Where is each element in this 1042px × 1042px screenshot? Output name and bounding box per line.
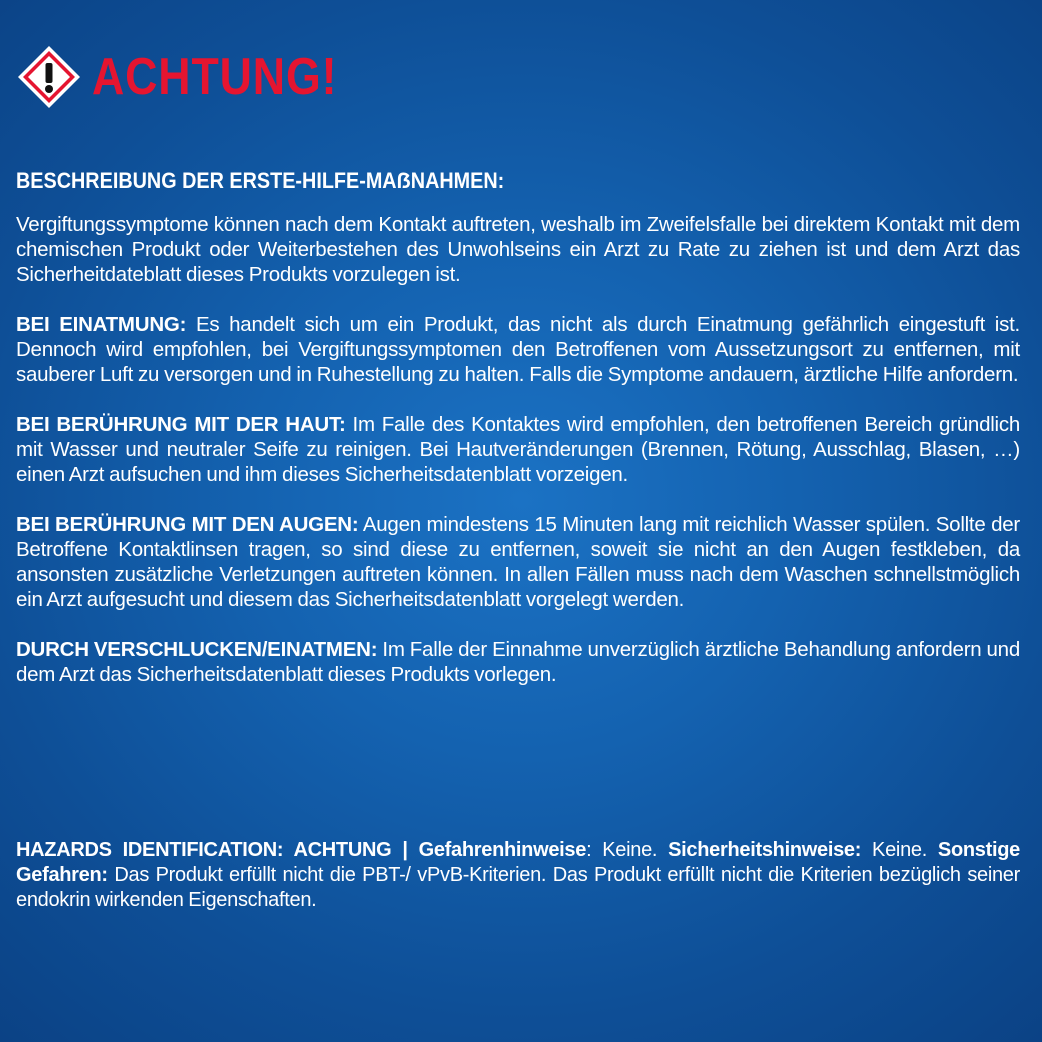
warning-title: ACHTUNG! <box>92 48 338 106</box>
hazards-identification <box>16 838 1020 913</box>
eye-contact-paragraph <box>16 512 1020 612</box>
inhalation-label: BEI EINATMUNG: <box>16 313 187 336</box>
first-aid-content <box>16 168 1020 712</box>
safety-label: Sicherheitshinweise: <box>668 839 862 861</box>
other-hazards-label: Sonstige Gefahren: <box>16 839 1020 886</box>
section-title: BESCHREIBUNG DER ERSTE-HILFE-MAẞNAHMEN: <box>16 168 505 193</box>
other-hazards-text: Das Produkt erfüllt nicht die PBT-/ vPvB-Kriterien. Das Produkt erfüllt nicht die Kriterien bezüglich seiner endokrin wirkenden Eigenschaften. <box>16 864 1020 911</box>
eye-contact-text: Augen mindestens 15 Minuten lang mit reichlich Wasser spülen. Sollte der Betroffene Kontaktlinsen tragen, so sind diese zu entfernen, soweit sie nicht an den Augen festkleben, da ansonsten zusätzliche Verletzungen auftreten können. In allen Fällen muss nach dem Waschen schnellstmöglich ein Arzt aufgesucht und diesem das Sicherheitsdatenblatt vorgelegt werden. <box>16 513 1020 611</box>
hazards-text: : Keine. <box>586 839 669 861</box>
warning-header <box>16 44 377 110</box>
exclamation-hazard-diamond-icon <box>16 44 82 110</box>
intro-paragraph: Vergiftungssymptome können nach dem Kontakt auftreten, weshalb im Zweifelsfalle bei direktem Kontakt mit dem chemischen Produkt oder Weiterbestehen des Unwohlseins ein Arzt zu Rate zu ziehen ist und dem Arzt das Sicherheitdateblatt dieses Produkts vorzulegen ist. <box>16 213 1020 286</box>
inhalation-text: Es handelt sich um ein Produkt, das nicht als durch Einatmung gefährlich eingestuft ist. Dennoch wird empfohlen, bei Vergiftungssymptomen den Betroffenen vom Aussetzungsort zu entfernen, mit sauberer Luft zu versorgen und in Ruhestellung zu halten. Falls die Symptome andauern, ärztliche Hilfe anfordern. <box>16 313 1021 386</box>
ingestion-label: DURCH VERSCHLUCKEN/EINATMEN: <box>16 638 378 661</box>
hazards-label: HAZARDS IDENTIFICATION: ACHTUNG | Gefahrenhinweise <box>16 839 587 861</box>
ingestion-text: Im Falle der Einnahme unverzüglich ärztliche Behandlung anfordern und dem Arzt das Sicherheitsdatenblatt dieses Produkts vorlegen. <box>16 638 1020 686</box>
skin-contact-paragraph <box>16 412 1020 487</box>
skin-contact-label: BEI BERÜHRUNG MIT DER HAUT: <box>16 413 346 436</box>
safety-text: Keine. <box>861 839 938 861</box>
ingestion-paragraph <box>16 637 1020 687</box>
inhalation-paragraph <box>16 312 1020 387</box>
eye-contact-label: BEI BERÜHRUNG MIT DEN AUGEN: <box>16 513 359 536</box>
skin-contact-text: Im Falle des Kontaktes wird empfohlen, den betroffenen Bereich gründlich mit Wasser und neutraler Seife zu reinigen. Bei Hautveränderungen (Brennen, Rötung, Ausschlag, Blasen, …) einen Arzt aufsuchen und ihm dieses Sicherheitsdatenblatt vorzeigen. <box>16 413 1020 486</box>
